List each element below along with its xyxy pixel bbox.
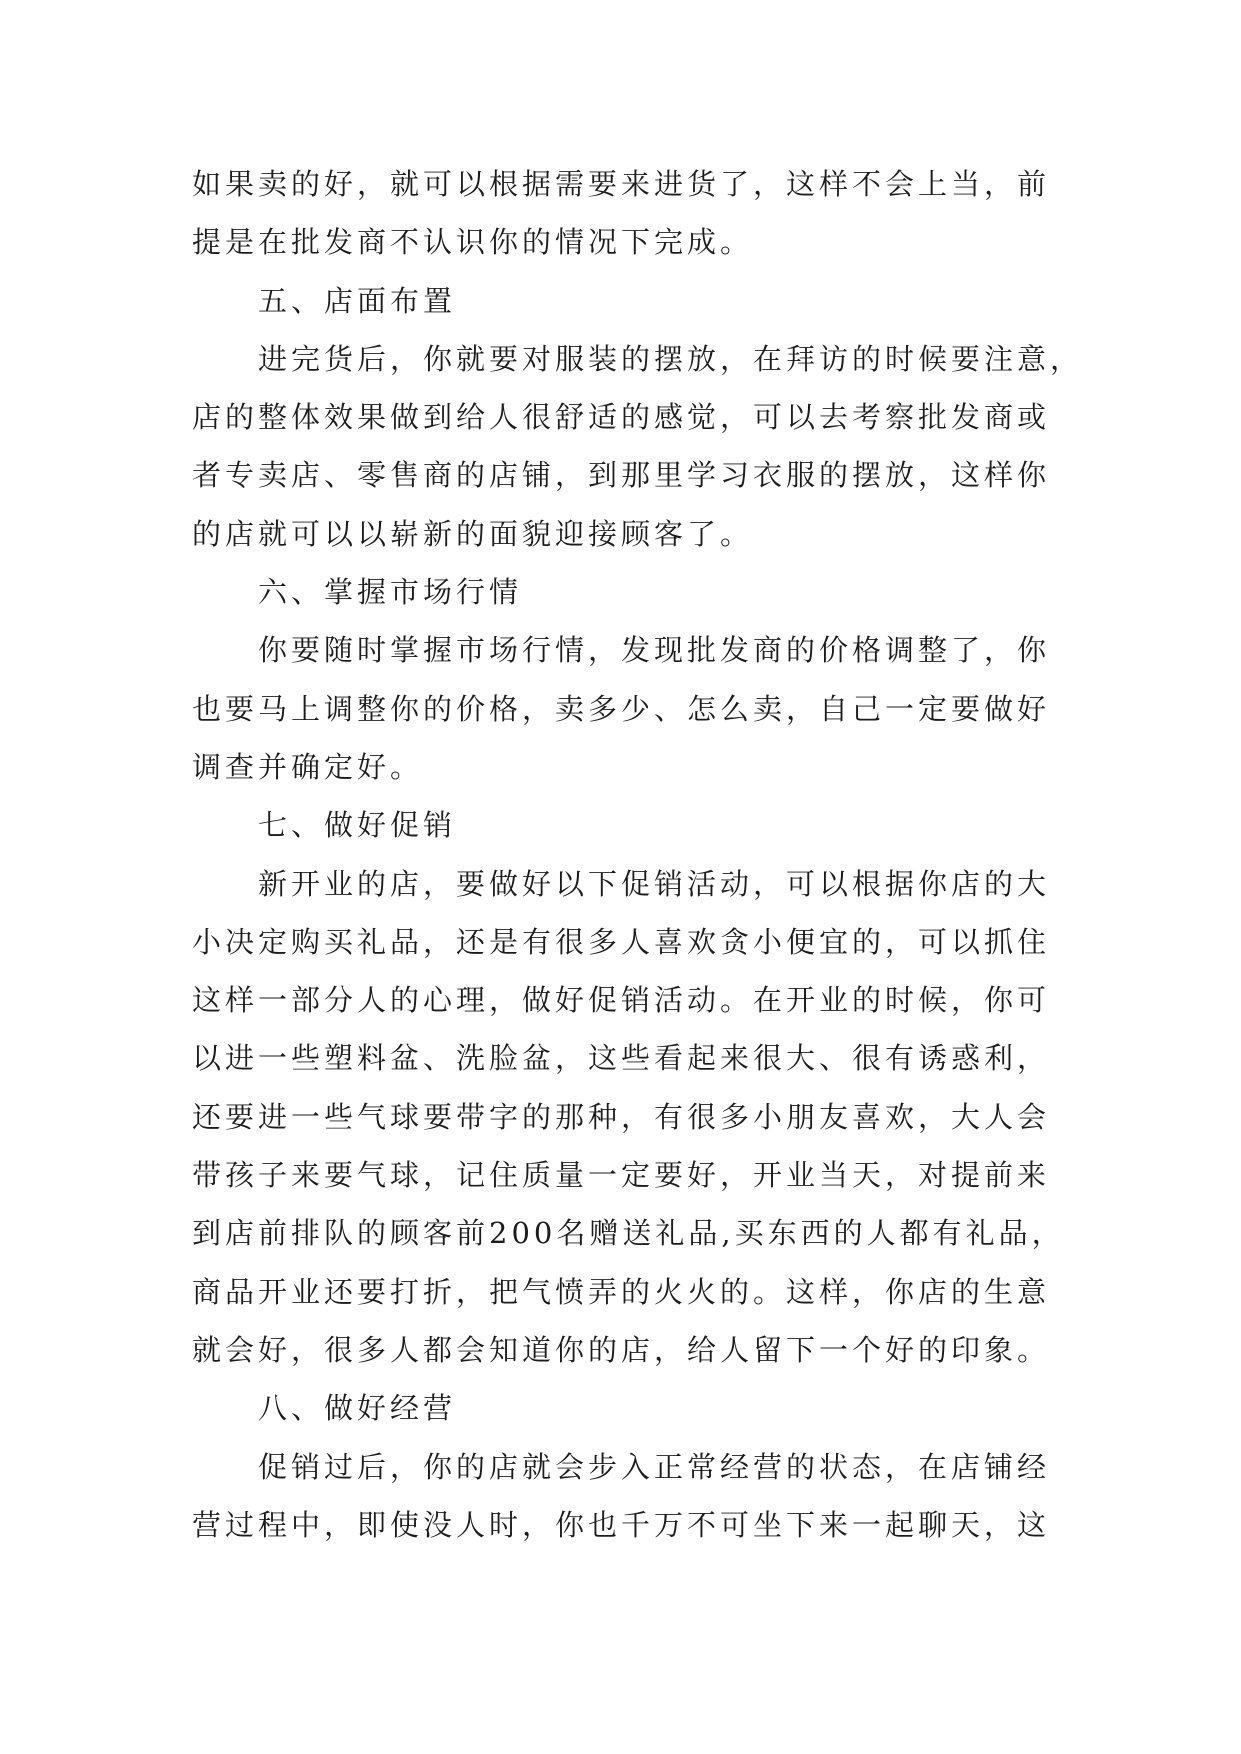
- paragraph-line: 促销过后，你的店就会步入正常经营的状态，在店铺经: [258, 1449, 1051, 1484]
- paragraph-line: 者专卖店、零售商的店铺，到那里学习衣服的摆放，这样你: [192, 458, 1051, 493]
- paragraph-line: 也要马上调整你的价格，卖多少、怎么卖，自己一定要做好: [192, 691, 1051, 726]
- paragraph: [192, 1438, 1062, 1555]
- paragraph-line: 提是在批发商不认识你的情况下完成。: [192, 225, 754, 260]
- paragraph: [192, 855, 1065, 1380]
- paragraph-line: 的店就可以以崭新的面貌迎接顾客了。: [192, 516, 754, 551]
- paragraph-line: 如果卖的好，就可以根据需要来进货了，这样不会上当，前: [192, 167, 1051, 201]
- paragraph-line: 新开业的店，要做好以下促销活动，可以根据你店的大: [258, 866, 1051, 901]
- paragraph: [192, 155, 1062, 272]
- paragraph-line: 小决定购买礼品，还是有很多人喜欢贪小便宜的，可以抓住: [192, 924, 1051, 959]
- section-heading: 六、掌握市场行情: [258, 575, 523, 610]
- paragraph-line: 调查并确定好。: [192, 749, 424, 784]
- paragraph-line: 你要随时掌握市场行情，发现批发商的价格调整了，你: [258, 633, 1051, 668]
- paragraph-line: 以进一些塑料盆、洗脸盆，这些看起来很大、很有诱惑利，: [192, 1041, 1051, 1076]
- paragraph-line: 就会好，很多人都会知道你的店，给人留下一个好的印象。: [192, 1332, 1051, 1367]
- paragraph-line: 营过程中，即使没人时，你也千万不可坐下来一起聊天，这: [192, 1507, 1051, 1542]
- paragraph-line: 带孩子来要气球，记住质量一定要好，开业当天，对提前来: [192, 1158, 1051, 1193]
- paragraph-line: 这样一部分人的心理，做好促销活动。在开业的时候，你可: [192, 983, 1051, 1018]
- document-body: [192, 155, 1084, 1554]
- paragraph-line: 还要进一些气球要带字的那种，有很多小朋友喜欢，大人会: [192, 1099, 1051, 1134]
- section-heading: 五、店面布置: [258, 283, 457, 318]
- paragraph: [192, 621, 1062, 796]
- section-heading: 八、做好经营: [258, 1391, 457, 1426]
- paragraph-line: 进完货后，你就要对服装的摆放，在拜访的时候要注意，: [258, 341, 1084, 376]
- section-heading: 七、做好促销: [258, 808, 457, 843]
- paragraph: [192, 330, 1084, 563]
- paragraph-line: 商品开业还要打折，把气愤弄的火火的。这样，你店的生意: [192, 1274, 1051, 1309]
- paragraph-line: 店的整体效果做到给人很舒适的感觉，可以去考察批发商或: [192, 400, 1051, 435]
- paragraph-line: 到店前排队的顾客前200名赠送礼品,买东西的人都有礼品，: [192, 1216, 1065, 1251]
